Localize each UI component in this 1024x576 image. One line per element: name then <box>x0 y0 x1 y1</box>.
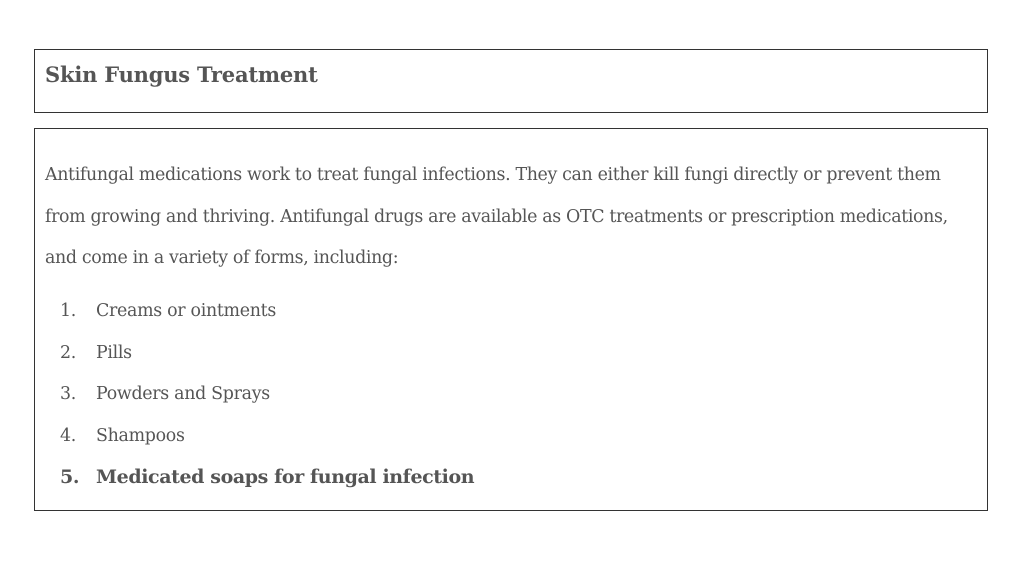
list-item <box>45 416 474 458</box>
title-box <box>34 49 988 113</box>
treatment-forms-list <box>45 291 474 499</box>
list-item-text: Shampoos <box>96 425 185 446</box>
list-item-number: 4. <box>60 425 76 446</box>
list-item-text: Pills <box>96 342 132 363</box>
list-item <box>45 374 474 416</box>
page-title: Skin Fungus Treatment <box>45 62 318 87</box>
list-item <box>45 291 474 333</box>
list-item-number: 2. <box>60 342 76 363</box>
list-item-text: Creams or ointments <box>96 301 276 321</box>
content-box <box>34 128 988 511</box>
list-item-text: Medicated soaps for fungal infection <box>96 466 475 488</box>
intro-paragraph: Antifungal medications work to treat fungal infections. They can either kill fungi directly or prevent them from growing and thriving. Antifungal drugs are available as OTC treatments or prescription medications, and come in a variety of forms, including: <box>45 165 948 268</box>
list-item <box>45 333 474 375</box>
list-item-number: 5. <box>60 466 80 488</box>
list-item-number: 3. <box>60 384 76 404</box>
list-item-text: Powders and Sprays <box>96 384 270 404</box>
list-item-highlighted <box>45 457 474 499</box>
list-item-number: 1. <box>60 301 76 321</box>
